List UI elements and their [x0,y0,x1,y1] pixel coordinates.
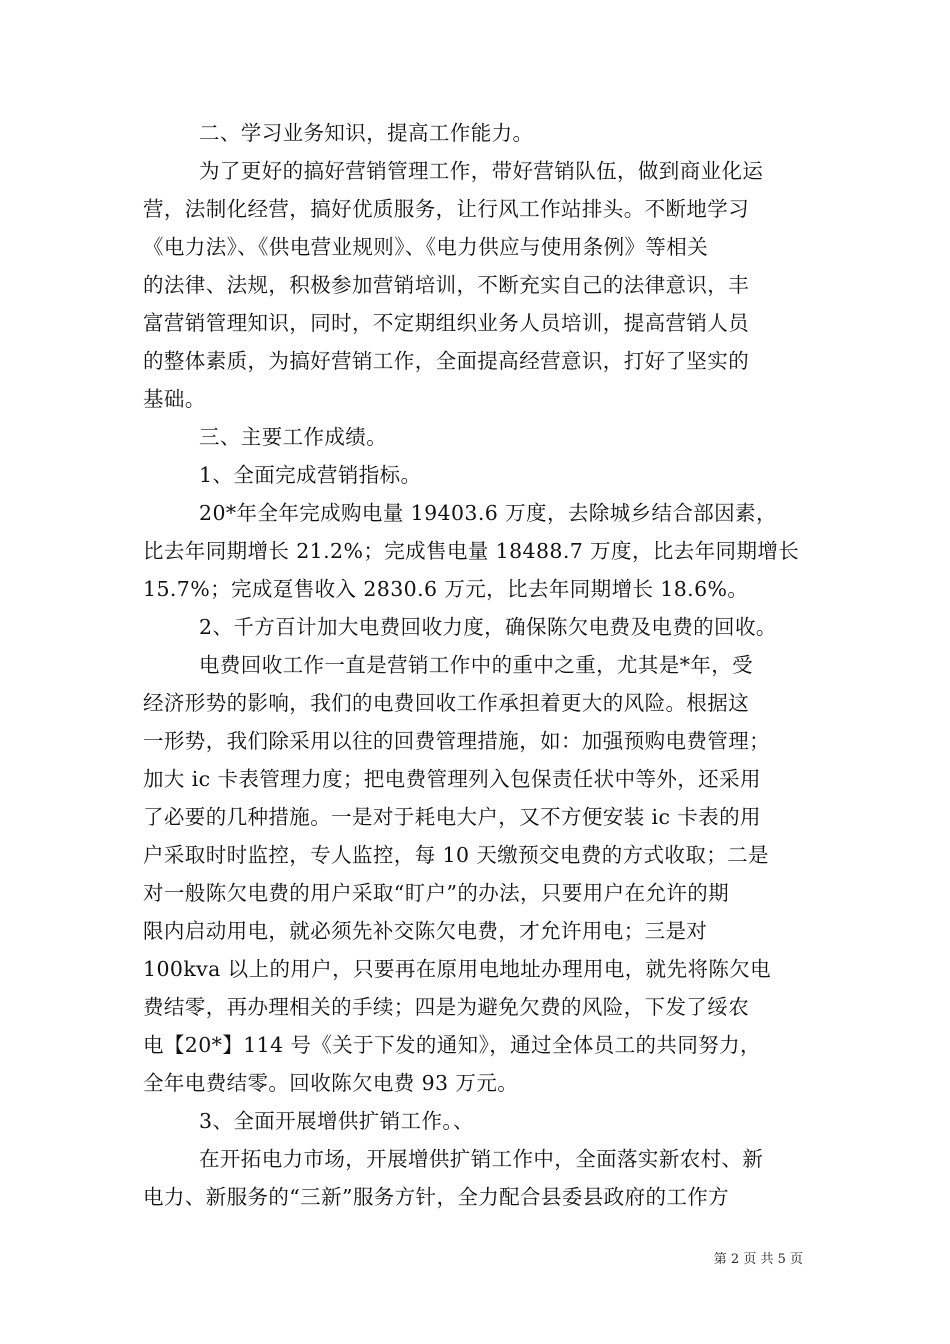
subheading-1: 1、全面完成营销指标。 [199,463,422,487]
subheading-2: 2、千方百计加大电费回收力度，确保陈欠电费及电费的回收。 [199,615,777,639]
document-body [143,114,813,1216]
paragraph-line: 全年电费结零。回收陈欠电费 93 万元。 [143,1071,519,1095]
paragraph-line: 户采取时时监控，专人监控，每 10 天缴预交电费的方式收取；二是 [143,843,769,867]
paragraph-line: 比去年同期增长 21.2%；完成售电量 18488.7 万度，比去年同期增长 [143,539,800,563]
paragraph-line: 限内启动用电，就必须先补交陈欠电费，才允许用电；三是对 [143,919,708,943]
paragraph-line: 的法律、法规，积极参加营销培训，不断充实自己的法律意识，丰 [143,273,750,297]
paragraph-line: 一形势，我们除采用以往的回费管理措施，如：加强预购电费管理； [143,729,770,753]
paragraph-line: 15.7%；完成趸售收入 2830.6 万元，比去年同期增长 18.6%。 [143,577,749,601]
paragraph-line: 电【20*】114 号《关于下发的通知》，通过全体员工的共同努力， [143,1033,761,1057]
paragraph-line: 加大 ic 卡表管理力度；把电费管理列入包保责任状中等外，还采用 [143,767,761,791]
paragraph-line: 为了更好的搞好营销管理工作，带好营销队伍，做到商业化运 [199,159,764,183]
paragraph-line: 100kva 以上的用户，只要再在原用电地址办理用电，就先将陈欠电 [143,957,772,981]
paragraph-line: 了必要的几种措施。一是对于耗电大户，又不方便安装 ic 卡表的用 [143,805,761,829]
section-heading-2: 二、学习业务知识，提高工作能力。 [199,121,534,145]
subheading-3: 3、全面开展增供扩销工作。、 [199,1109,474,1133]
page-number: 第 2 页 共 5 页 [713,1252,803,1267]
paragraph-line: 费结零，再办理相关的手续；四是为避免欠费的风险，下发了绥农 [143,995,750,1019]
paragraph-line: 对一般陈欠电费的用户采取“盯户”的办法，只要用户在允许的期 [143,881,730,905]
paragraph-line: 电力、新服务的“三新”服务方针，全力配合县委县政府的工作方 [143,1185,730,1209]
paragraph-line: 《电力法》、《供电营业规则》、《电力供应与使用条例》等相关 [143,235,709,259]
paragraph-line: 富营销管理知识，同时，不定期组织业务人员培训，提高营销人员 [143,311,750,335]
paragraph-line: 的整体素质，为搞好营销工作，全面提高经营意识，打好了坚实的 [143,349,750,373]
paragraph-line: 营，法制化经营，搞好优质服务，让行风工作站排头。不断地学习 [143,197,750,221]
paragraph-line: 基础。 [143,387,206,411]
paragraph-line: 经济形势的影响，我们的电费回收工作承担着更大的风险。根据这 [143,691,750,715]
section-heading-3: 三、主要工作成绩。 [199,425,388,449]
paragraph-line: 在开拓电力市场，开展增供扩销工作中，全面落实新农村、新 [199,1147,764,1171]
paragraph-line: 20*年全年完成购电量 19403.6 万度，去除城乡结合部因素， [199,501,777,525]
paragraph-line: 电费回收工作一直是营销工作中的重中之重，尤其是*年，受 [199,653,754,677]
